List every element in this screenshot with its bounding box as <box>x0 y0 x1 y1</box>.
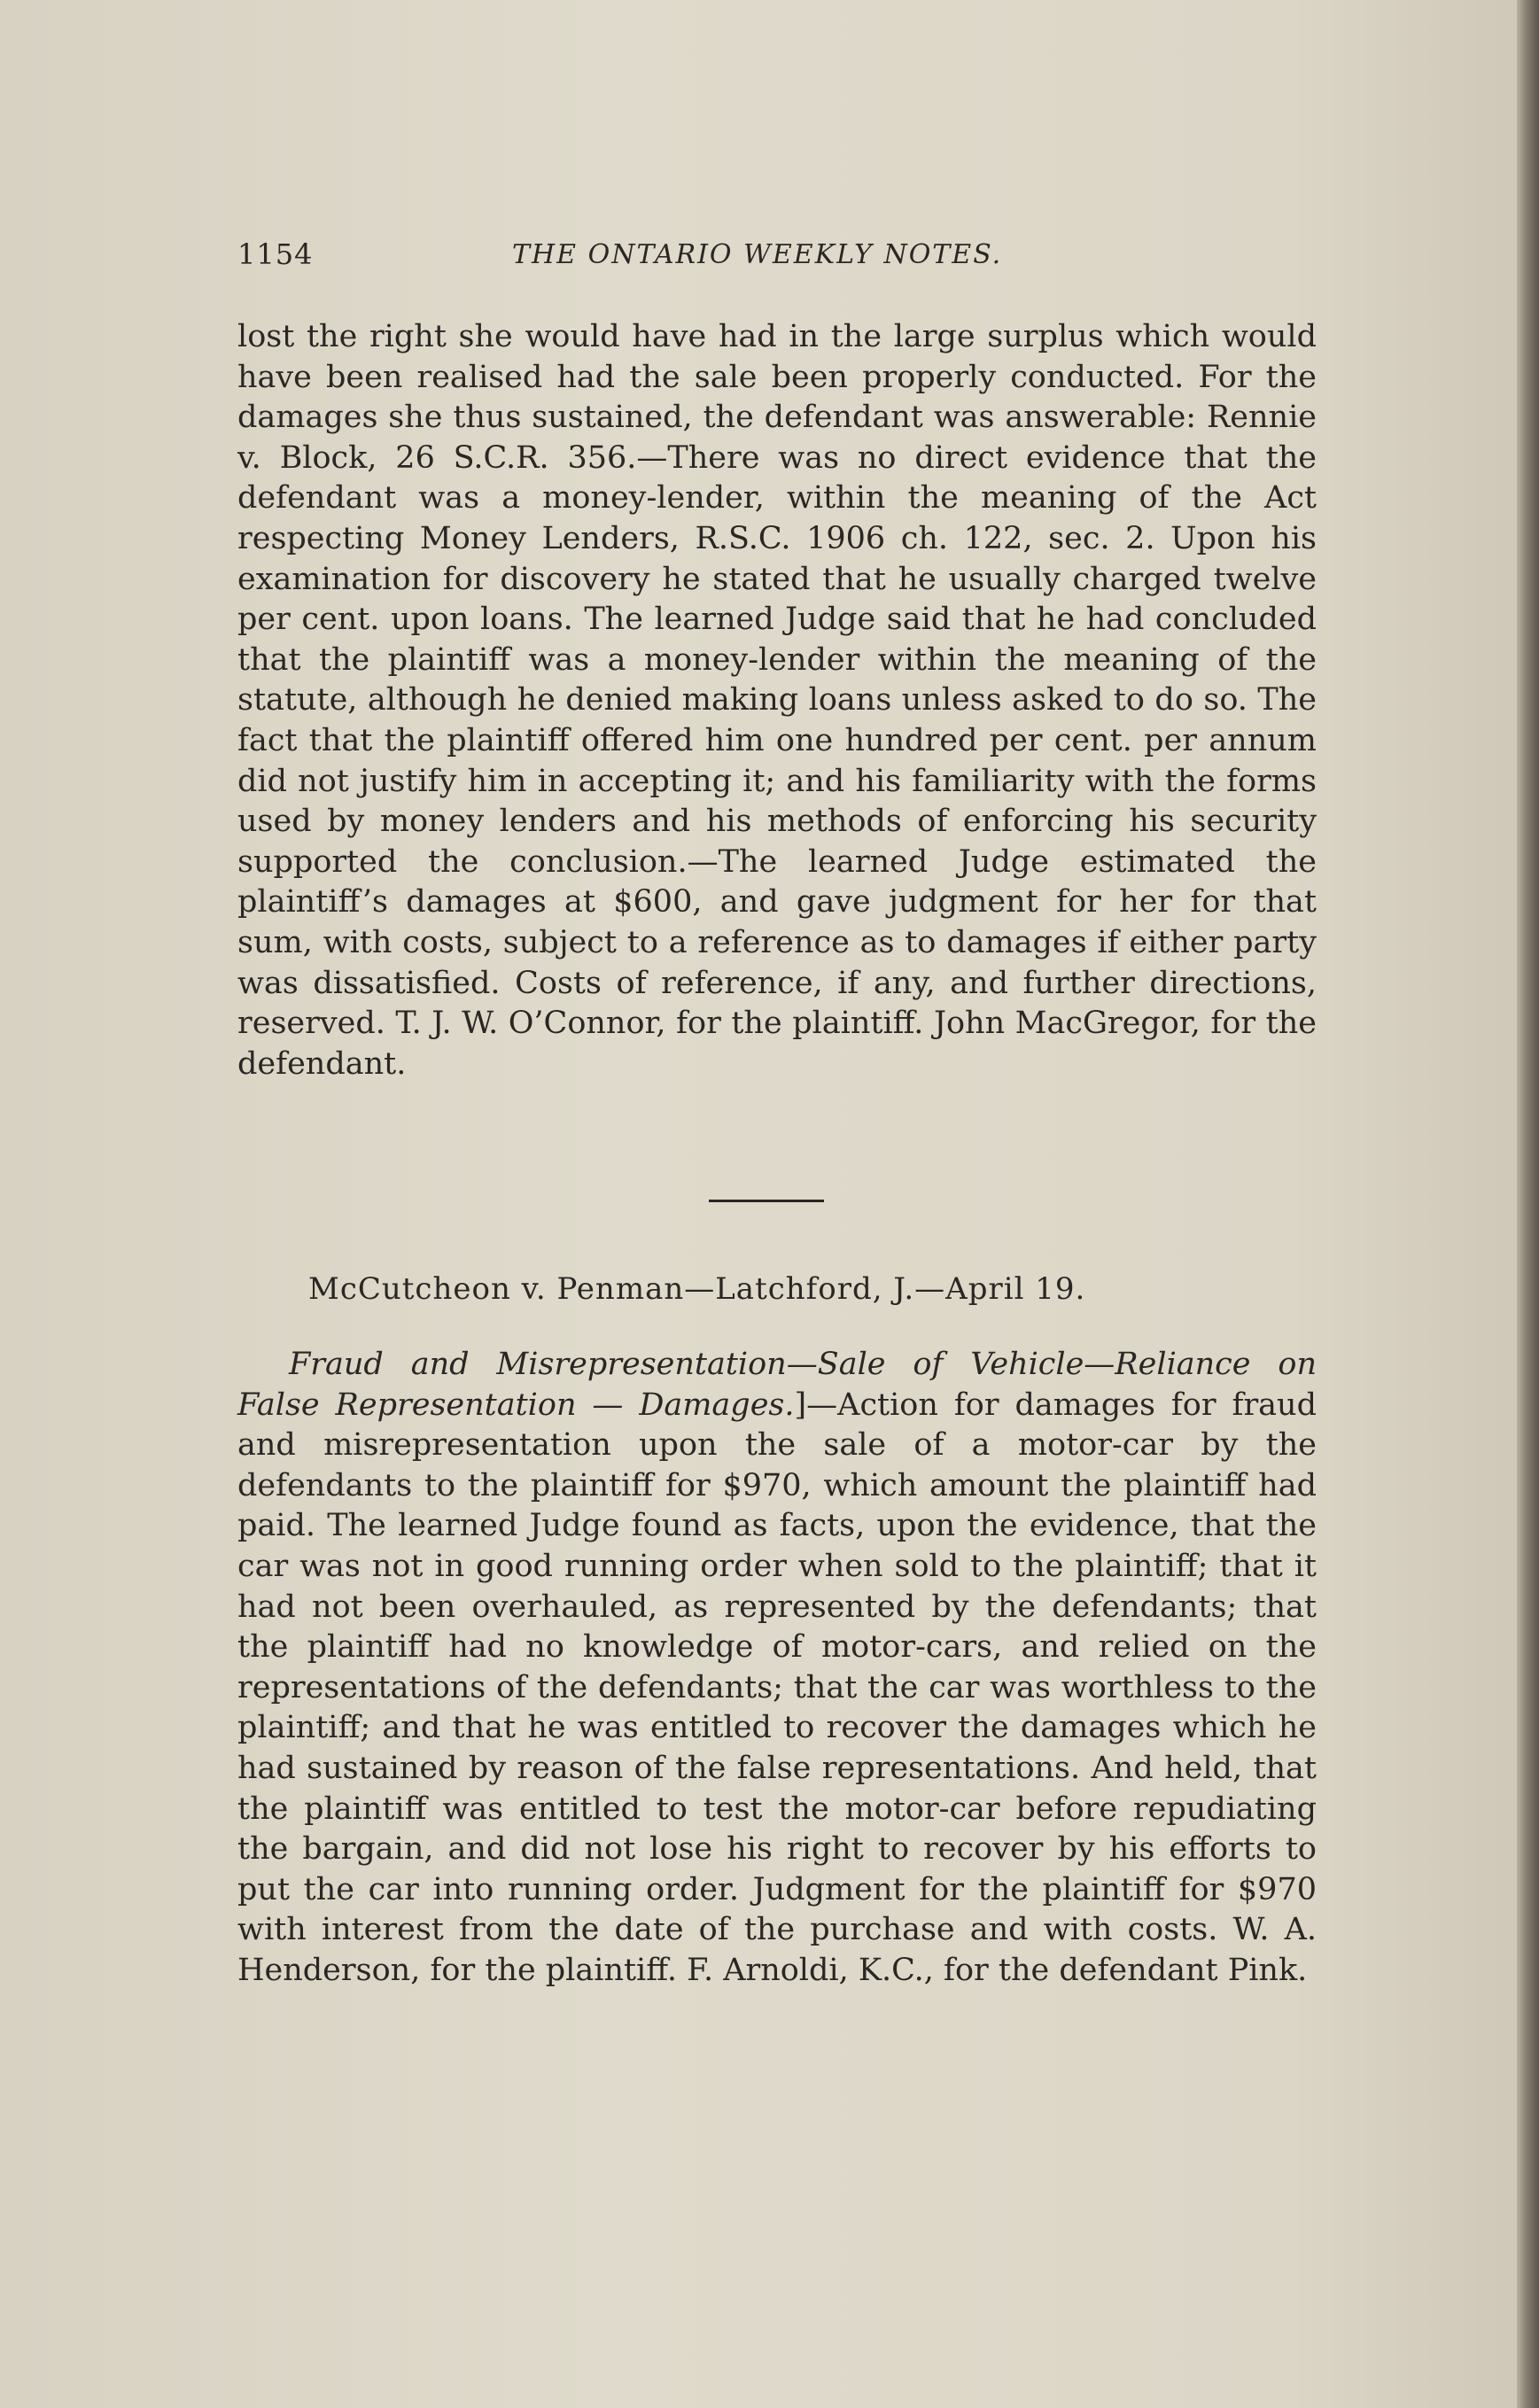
case-paragraph <box>237 1345 1317 1992</box>
headnote: Fraud and Misrepresentation—Sale of Vehicle—Reliance on False Representation — Damages. <box>237 1347 1317 1423</box>
page-number: 1154 <box>237 237 314 271</box>
case-heading: McCutcheon v. Penman—Latchford, J.—April 19. <box>308 1271 1086 1307</box>
running-head: THE ONTARIO WEEKLY NOTES. <box>512 239 1003 270</box>
section-divider <box>709 1200 824 1202</box>
continued-paragraph: lost the right she would have had in the large surplus which would have been realised had the sale been properly conducted. For the damages she thus sustained, the defendant was answerable: Rennie v. Block, 26 S.C.R. 356.—There was no direct evidence that the defendant was a money-lender, within the meaning of the Act respecting Money Lenders, R.S.C. 1906 ch. 122, sec. 2. Upon his examination for discovery he stated that he usually charged twelve per cent. upon loans. The learned Judge said that he had concluded that the plaintiff was a money-lender within the meaning of the statute, although he denied making loans unless asked to do so. The fact that the plaintiff offered him one hundred per cent. per annum did not justify him in accepting it; and his familiarity with the forms used by money lenders and his methods of enforcing his security supported the conclusion.—The learned Judge estimated the plaintiff’s damages at $600, and gave judgment for her for that sum, with costs, subject to a reference as to damages if either party was dissatisfied. Costs of reference, if any, and further directions, reserved. T. J. W. O’Connor, for the plaintiff. John MacGregor, for the defendant. <box>237 319 1317 1082</box>
case-body: ]—Action for damages for fraud and misrepresentation upon the sale of a motor-car by the defendants to the plaintiff for $970, which amount the plaintiff had paid. The learned Judge found as facts, upon the evidence, that the car was not in good running order when sold to the plaintiff; that it had not been overhauled, as represented by the defendants; that the plaintiff had no knowledge of motor-cars, and relied on the representations of the defendants; that the car was worthless to the plaintiff; and that he was entitled to recover the damages which he had sustained by reason of the false representations. And held, that the plaintiff was entitled to test the motor-car before repudiating the bargain, and did not lose his right to recover by his efforts to put the car into running order. Judgment for the plaintiff for $970 with interest from the date of the purchase and with costs. W. A. Henderson, for the plaintiff. F. Arnoldi, K.C., for the defendant Pink. <box>237 1387 1317 1988</box>
page-header <box>237 237 1327 282</box>
book-spine-shadow <box>1517 0 1539 2408</box>
